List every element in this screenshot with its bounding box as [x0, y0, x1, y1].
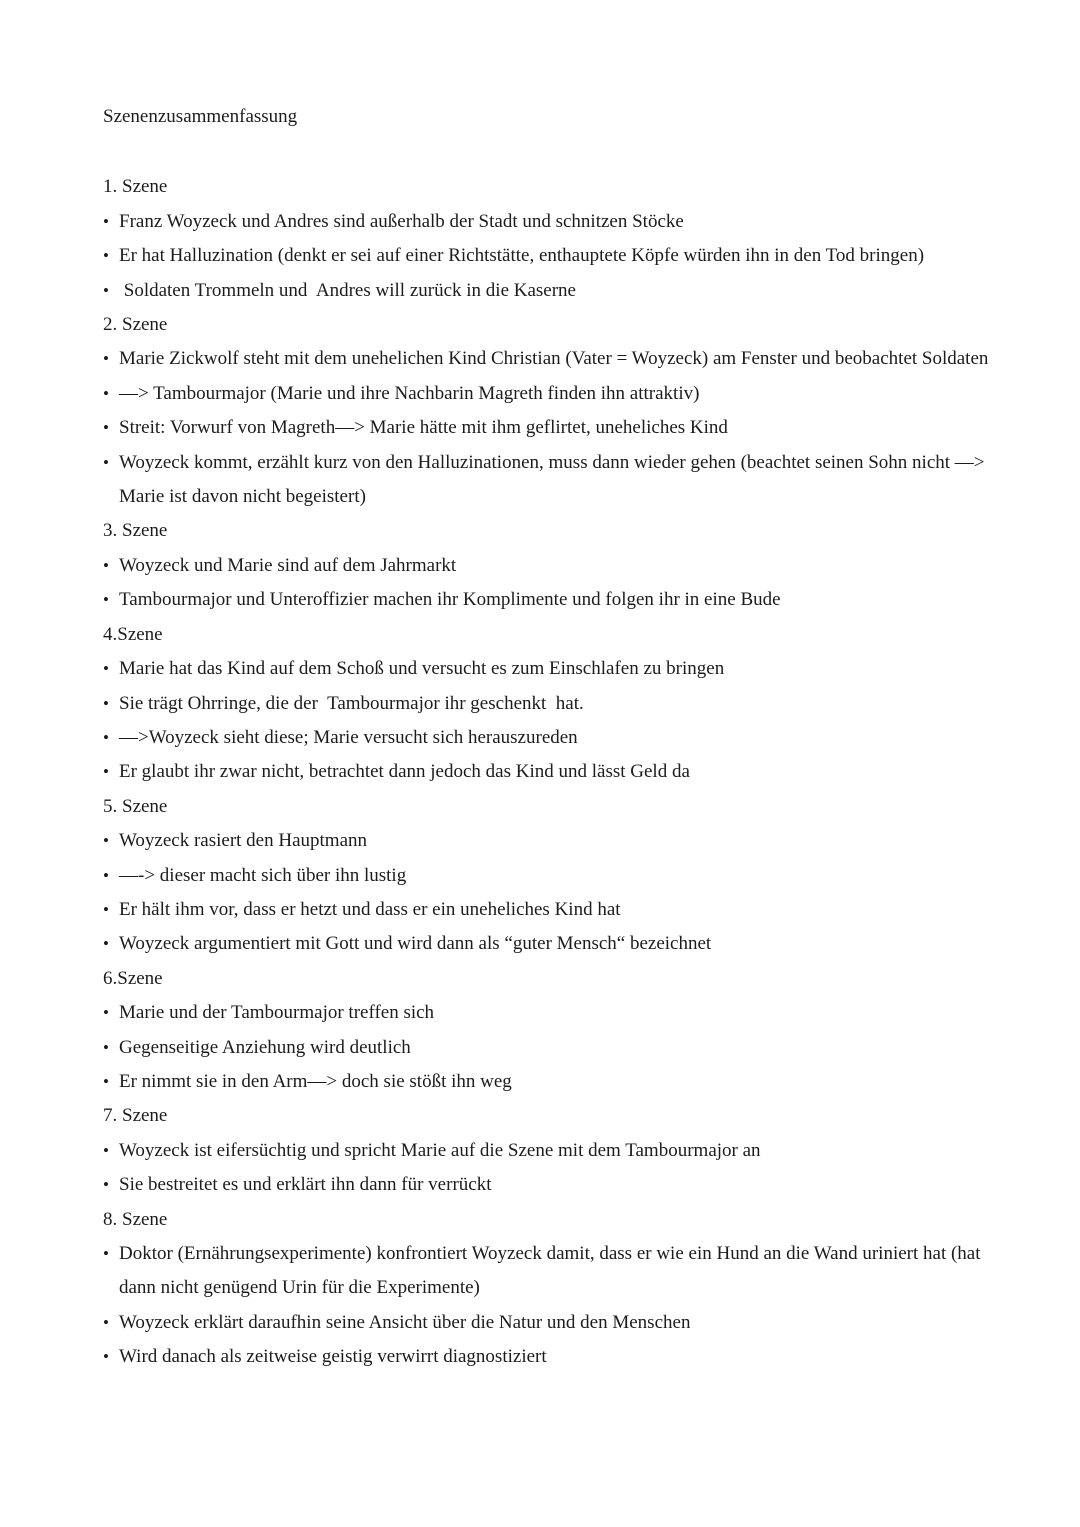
bullet-list [103, 996, 1003, 1099]
bullet-dot-icon: • [103, 727, 109, 747]
bullet-dot-icon: • [103, 1037, 109, 1057]
bullet-dot-icon: • [103, 899, 109, 919]
scene-section [103, 308, 1003, 514]
bullet-text: Er hält ihm vor, dass er hetzt und dass er ein uneheliches Kind hat [119, 898, 621, 920]
bullet-text: —>Woyzeck sieht diese; Marie versucht sich herauszureden [119, 726, 578, 748]
bullet-dot-icon: • [103, 934, 109, 954]
bullet-item [103, 1168, 1003, 1202]
scene-section [103, 1099, 1003, 1202]
bullet-item [103, 927, 1003, 961]
scene-section [103, 1203, 1003, 1375]
bullet-text: Woyzeck und Marie sind auf dem Jahrmarkt [119, 554, 457, 576]
bullet-text: Wird danach als zeitweise geistig verwirrt diagnostiziert [119, 1346, 547, 1368]
bullet-text: Streit: Vorwurf von Magreth—> Marie hätte mit ihm geflirtet, uneheliches Kind [119, 417, 728, 439]
bullet-text: —> Tambourmajor (Marie und ihre Nachbarin Magreth finden ihn attraktiv) [119, 382, 700, 404]
bullet-dot-icon: • [103, 383, 109, 403]
bullet-list [103, 549, 1003, 618]
bullet-list [103, 1237, 1003, 1375]
bullet-item [103, 1065, 1003, 1099]
bullet-item [103, 583, 1003, 617]
bullet-item [103, 411, 1003, 445]
bullet-item [103, 549, 1003, 583]
bullet-item [103, 824, 1003, 858]
scene-section [103, 514, 1003, 617]
bullet-item [103, 274, 1003, 308]
scene-section [103, 618, 1003, 790]
document-page [103, 100, 1003, 1375]
scene-section [103, 962, 1003, 1100]
bullet-dot-icon: • [103, 555, 109, 575]
bullet-dot-icon: • [103, 1312, 109, 1332]
bullet-item [103, 205, 1003, 239]
bullet-text: Sie bestreitet es und erklärt ihn dann für verrückt [119, 1174, 492, 1196]
bullet-list [103, 342, 1003, 514]
scene-heading: 6.Szene [103, 967, 163, 989]
bullet-item [103, 446, 1003, 515]
bullet-item [103, 377, 1003, 411]
bullet-text: Woyzeck kommt, erzählt kurz von den Halluzinationen, muss dann wieder gehen (beachtet seinen Sohn nicht —> Marie ist davon nicht begeistert) [119, 451, 990, 508]
bullet-item [103, 652, 1003, 686]
bullet-text: Woyzeck erklärt daraufhin seine Ansicht über die Natur und den Menschen [119, 1311, 691, 1333]
bullet-text: Tambourmajor und Unteroffizier machen ihr Komplimente und folgen ihr in eine Bude [119, 589, 781, 611]
bullet-list [103, 205, 1003, 308]
bullet-text: Soldaten Trommeln und Andres will zurück in die Kaserne [119, 279, 576, 301]
document-title: Szenenzusammenfassung [103, 106, 298, 127]
bullet-dot-icon: • [103, 452, 109, 472]
bullet-text: Woyzeck rasiert den Hauptmann [119, 830, 368, 852]
bullet-text: Er glaubt ihr zwar nicht, betrachtet dann jedoch das Kind und lässt Geld da [119, 761, 690, 783]
bullet-dot-icon: • [103, 762, 109, 782]
scene-heading: 7. Szene [103, 1105, 168, 1127]
bullet-text: Marie hat das Kind auf dem Schoß und versucht es zum Einschlafen zu bringen [119, 658, 725, 680]
bullet-item [103, 996, 1003, 1030]
bullet-text: Er nimmt sie in den Arm—> doch sie stößt ihn weg [119, 1070, 512, 1092]
bullet-item [103, 1134, 1003, 1168]
bullet-dot-icon: • [103, 1347, 109, 1367]
bullet-dot-icon: • [103, 865, 109, 885]
bullet-dot-icon: • [103, 280, 109, 300]
bullet-dot-icon: • [103, 1244, 109, 1263]
bullet-text: Er hat Halluzination (denkt er sei auf einer Richtstätte, enthauptete Köpfe würden ihn in den Tod bringen) [119, 245, 925, 267]
bullet-text: Sie trägt Ohrringe, die der Tambourmajor ihr geschenkt hat. [119, 692, 584, 714]
bullet-text: —-> dieser macht sich über ihn lustig [119, 864, 407, 886]
bullet-dot-icon: • [103, 1140, 109, 1160]
scene-heading: 1. Szene [103, 176, 168, 198]
bullet-dot-icon: • [103, 1175, 109, 1195]
bullet-item [103, 687, 1003, 721]
bullet-item [103, 1340, 1003, 1374]
bullet-text: Woyzeck ist eifersüchtig und spricht Marie auf die Szene mit dem Tambourmajor an [119, 1139, 761, 1161]
bullet-list [103, 652, 1003, 790]
bullet-item [103, 342, 1003, 376]
bullet-dot-icon: • [103, 418, 109, 438]
bullet-text: Woyzeck argumentiert mit Gott und wird dann als “guter Mensch“ bezeichnet [119, 933, 712, 955]
scene-heading: 3. Szene [103, 520, 168, 542]
bullet-item [103, 1306, 1003, 1340]
bullet-item [103, 859, 1003, 893]
bullet-dot-icon: • [103, 590, 109, 610]
bullet-dot-icon: • [103, 1003, 109, 1023]
bullet-item [103, 1237, 1003, 1306]
bullet-text: Gegenseitige Anziehung wird deutlich [119, 1036, 411, 1058]
bullet-dot-icon: • [103, 659, 109, 679]
bullet-item [103, 1031, 1003, 1065]
bullet-list [103, 824, 1003, 962]
scene-section [103, 170, 1003, 308]
bullet-dot-icon: • [103, 1071, 109, 1091]
scene-list [103, 170, 1003, 1374]
scene-section [103, 790, 1003, 962]
bullet-dot-icon: • [103, 211, 109, 231]
bullet-text: Franz Woyzeck und Andres sind außerhalb der Stadt und schnitzen Stöcke [119, 210, 684, 232]
scene-heading: 5. Szene [103, 795, 168, 817]
bullet-text: Marie Zickwolf steht mit dem unehelichen Kind Christian (Vater = Woyzeck) am Fenster und beobachtet Soldaten [119, 348, 989, 370]
bullet-text: Marie und der Tambourmajor treffen sich [119, 1002, 435, 1024]
bullet-dot-icon: • [103, 246, 109, 266]
scene-heading: 2. Szene [103, 314, 168, 336]
bullet-list [103, 1134, 1003, 1203]
scene-heading: 4.Szene [103, 623, 163, 645]
bullet-item [103, 893, 1003, 927]
bullet-text: Doktor (Ernährungsexperimente) konfrontiert Woyzeck damit, dass er wie ein Hund an die Wand uriniert hat (hat dann nicht genügend Urin für die Experimente) [119, 1243, 986, 1299]
bullet-dot-icon: • [103, 831, 109, 851]
bullet-dot-icon: • [103, 349, 109, 369]
bullet-item [103, 721, 1003, 755]
bullet-dot-icon: • [103, 693, 109, 713]
bullet-item [103, 755, 1003, 789]
bullet-item [103, 239, 1003, 273]
scene-heading: 8. Szene [103, 1208, 168, 1230]
